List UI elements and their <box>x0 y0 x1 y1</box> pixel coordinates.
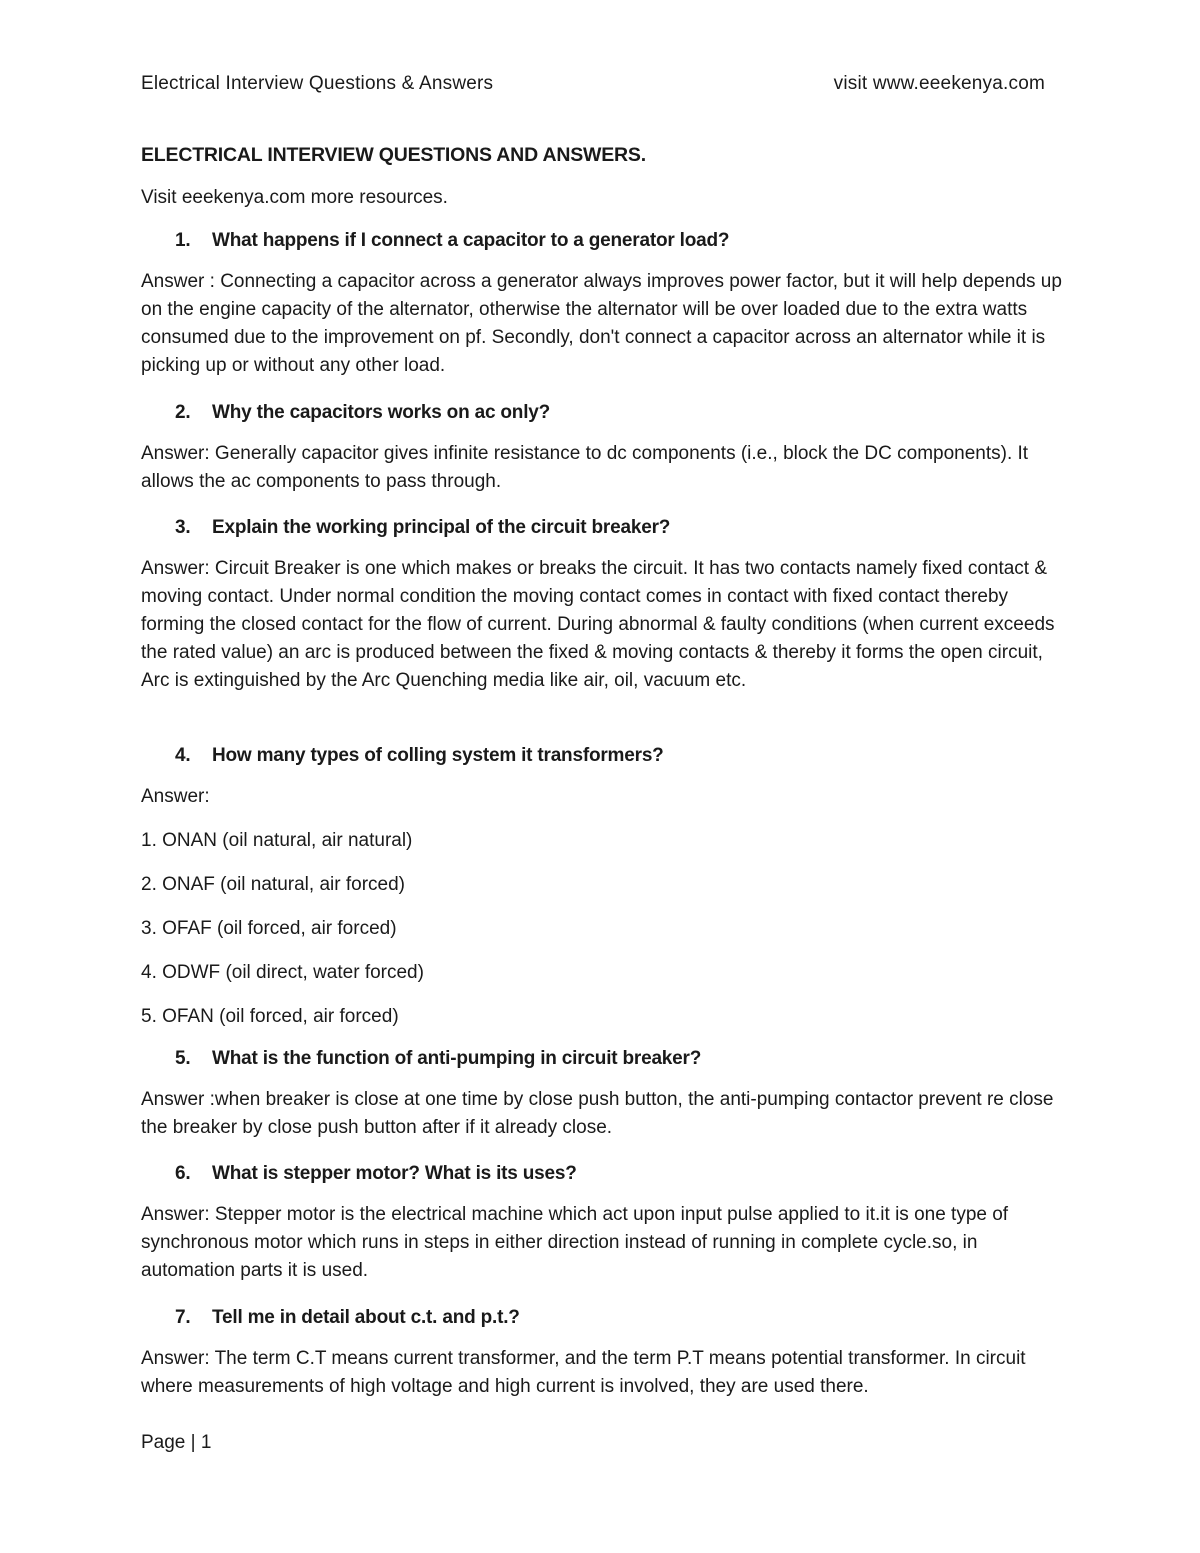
answer-5: Answer :when breaker is close at one time by close push button, the anti-pumping contactor prevent re close the breaker by close push button after if it already close. <box>141 1089 1054 1138</box>
question-text: What is the function of anti-pumping in circuit breaker? <box>212 1048 702 1069</box>
question-4 <box>141 745 1071 767</box>
question-text: Why the capacitors works on ac only? <box>212 402 551 423</box>
list-item: 2. ONAF (oil natural, air forced) <box>141 874 405 895</box>
cooling-types-list <box>141 827 1071 1047</box>
intro-text: Visit eeekenya.com more resources. <box>141 187 448 208</box>
list-item: 3. OFAF (oil forced, air forced) <box>141 918 397 939</box>
question-number: 2. <box>175 402 191 423</box>
question-text: How many types of colling system it transformers? <box>212 745 664 766</box>
qa-block-7 <box>141 1307 1071 1401</box>
answer-7: Answer: The term C.T means current transformer, and the term P.T means potential transformer. In circuit where measurements of high voltage and high current is involved, they are used there. <box>141 1348 1026 1397</box>
answer-4-label: Answer: <box>141 786 210 807</box>
question-7 <box>141 1307 1071 1329</box>
question-5 <box>141 1048 1071 1070</box>
question-number: 6. <box>175 1163 191 1184</box>
qa-block-6 <box>141 1163 1071 1285</box>
list-item: 4. ODWF (oil direct, water forced) <box>141 962 424 983</box>
question-number: 5. <box>175 1048 191 1069</box>
question-number: 1. <box>175 230 191 251</box>
question-1 <box>141 230 1071 252</box>
page-number: Page | 1 <box>141 1432 212 1453</box>
header-title: Electrical Interview Questions & Answers <box>141 73 494 94</box>
question-text: Tell me in detail about c.t. and p.t.? <box>212 1307 520 1328</box>
question-6 <box>141 1163 1071 1185</box>
question-3 <box>141 517 1071 539</box>
question-text: What happens if I connect a capacitor to a generator load? <box>212 230 730 251</box>
question-text: What is stepper motor? What is its uses? <box>212 1163 577 1184</box>
qa-block-5 <box>141 1048 1071 1142</box>
answer-3: Answer: Circuit Breaker is one which makes or breaks the circuit. It has two contacts namely fixed contact & moving contact. Under normal condition the moving contact comes in contact with fixed contact thereby forming the closed contact for the flow of current. During abnormal & faulty conditions (when current exceeds the rated value) an arc is produced between the fixed & moving contacts & thereby it forms the open circuit, Arc is extinguished by the Arc Quenching media like air, oil, vacuum etc. <box>141 558 1055 691</box>
header-website: visit www.eeekenya.com <box>833 73 1045 94</box>
list-item: 1. ONAN (oil natural, air natural) <box>141 830 413 851</box>
qa-block-3 <box>141 517 1071 695</box>
question-number: 4. <box>175 745 191 766</box>
answer-2: Answer: Generally capacitor gives infinite resistance to dc components (i.e., block the DC components). It allows the ac components to pass through. <box>141 443 1029 492</box>
qa-block-2 <box>141 402 1071 496</box>
question-2 <box>141 402 1071 424</box>
qa-block-4 <box>141 745 1071 1047</box>
list-item: 5. OFAN (oil forced, air forced) <box>141 1006 399 1027</box>
question-number: 7. <box>175 1307 191 1328</box>
document-title: ELECTRICAL INTERVIEW QUESTIONS AND ANSWERS. <box>141 144 646 166</box>
answer-6: Answer: Stepper motor is the electrical machine which act upon input pulse applied to it.it is one type of synchronous motor which runs in steps in either direction instead of running in complete cycle.so, in automation parts it is used. <box>141 1204 1009 1281</box>
qa-block-1 <box>141 230 1071 380</box>
question-number: 3. <box>175 517 191 538</box>
answer-1: Answer : Connecting a capacitor across a generator always improves power factor, but it will help depends up on the engine capacity of the alternator, otherwise the alternator will be over loaded due to the extra watts consumed due to the improvement on pf. Secondly, don't connect a capacitor across an alternator while it is picking up or without any other load. <box>141 271 1062 376</box>
question-text: Explain the working principal of the circuit breaker? <box>212 517 671 538</box>
